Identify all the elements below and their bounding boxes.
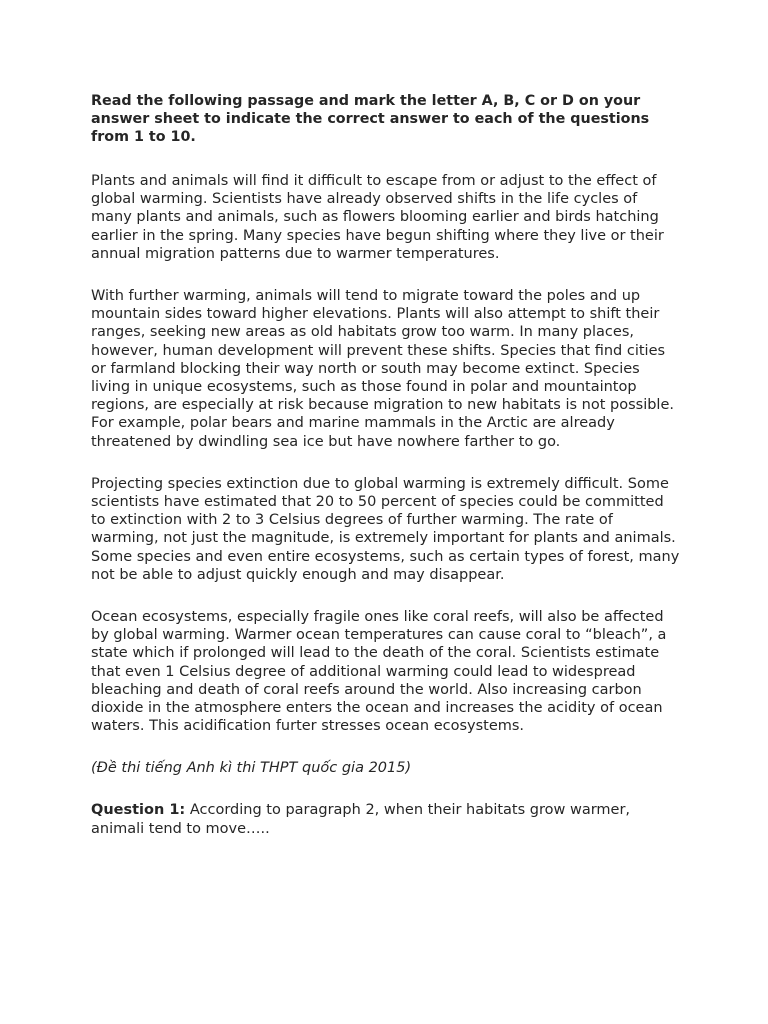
- instructions-heading: Read the following passage and mark the letter A, B, C or D on your answer sheet to indicate the correct answer to each of the questions from 1 to 10.: [91, 93, 650, 145]
- passage-paragraph-1: Plants and animals will find it difficult to escape from or adjust to the effect of global warming. Scientists have already observed shifts in the life cycles of many plants and animals, such as flowers blooming earlier and birds hatching earlier in the spring. Many species have begun shifting where they live or their annual migration patterns due to warmer temperatures.: [91, 173, 664, 262]
- passage-paragraph-3: Projecting species extinction due to global warming is extremely difficult. Some scientists have estimated that 20 to 50 percent of species could be committed to extinction with 2 to 3 Celsius degrees of further warming. The rate of warming, not just the magnitude, is extremely important for plants and animals. Some species and even entire ecosystems, such as certain types of forest, many not be able to adjust quickly enough and may disappear.: [91, 475, 680, 583]
- passage-paragraph-4: Ocean ecosystems, especially fragile ones like coral reefs, will also be affected by global warming. Warmer ocean temperatures can cause coral to “bleach”, a state which if prolonged will lead to the death of the coral. Scientists estimate that even 1 Celsius degree of additional warming could lead to widespread bleaching and death of coral reefs around the world. Also increasing carbon dioxide in the atmosphere enters the ocean and increases the acidity of ocean waters. This acidification furter stresses ocean ecosystems.: [91, 609, 667, 735]
- source-citation: (Đề thi tiếng Anh kì thi THPT quốc gia 2015): [91, 760, 412, 777]
- passage-paragraph-2: With further warming, animals will tend to migrate toward the poles and up mountain sides toward higher elevations. Plants will also attempt to shift their ranges, seeking new areas as old habitats grow too warm. In many places, however, human development will prevent these shifts. Species that find cities or farmland blocking their way north or south may become extinct. Species living in unique ecosystems, such as those found in polar and mountaintop regions, are especially at risk because migration to new habitats is not possible. For example, polar bears and marine mammals in the Arctic are already threatened by dwindling sea ice but have nowhere farther to go.: [91, 288, 674, 450]
- question-1: [91, 801, 681, 837]
- question-label: Question 1:: [91, 802, 186, 819]
- document-page: [91, 92, 681, 838]
- question-text: According to paragraph 2, when their habitats grow warmer, animali tend to move…..: [91, 802, 631, 837]
